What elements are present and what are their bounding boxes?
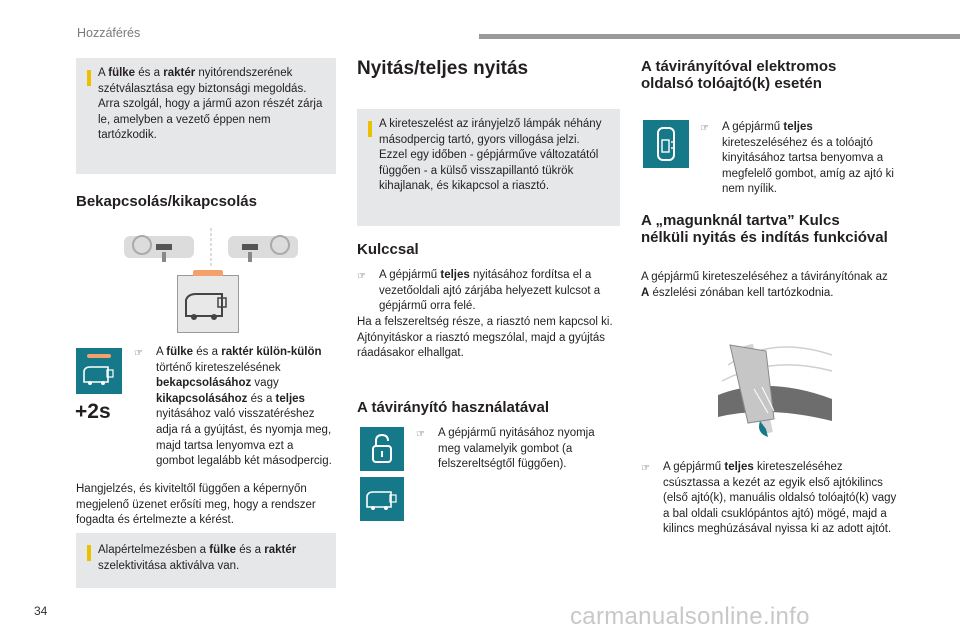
note-marker: [87, 545, 91, 561]
note-marker: [368, 121, 372, 137]
keyless-paragraph: A gépjármű kireteszeléséhez a távirányítónak az A észlelési zónában kell tartózkodnia.: [641, 271, 888, 299]
van-lock-icon: [182, 288, 234, 324]
key-bullet: ☞ A gépjármű teljes nyitásához fordítsa el a vezetőoldali ajtó zárjába helyezett kulcsot a gépjármű orra felé.: [357, 268, 620, 315]
note-box-default: [76, 533, 336, 588]
heading-activation: Bekapcsolás/kikapcsolás: [76, 193, 257, 210]
note-text: A fülke és a raktér nyitórendszerének szétválasztása egy biztonsági megoldás. Arra szolgál, hogy a jármű azon részét zárja le, amelyben a vezető éppen nem tartózkodik.: [98, 67, 323, 142]
heading-opening: Nyitás/teljes nyitás: [357, 58, 529, 79]
note-marker: [87, 70, 91, 86]
padlock-open-icon: [370, 433, 394, 465]
sliding-door-icon: [654, 126, 678, 162]
keyless-bullet: ☞ A gépjármű teljes kireteszeléséhez csúsztassa a kezét az egyik első ajtókilincs (első ajtó(k), manuális oldalsó tolóajtó(k) vagy a bal oldali csuklópántos ajtó) mögé, majd a kilincs meghúzásával nyissa ki az adott ajtót.: [641, 460, 901, 538]
van-icon: [81, 362, 117, 388]
activation-bullet: ☞ A fülke és a raktér külön-külön történő kireteszelésének bekapcsolásához vagy kikapcsolásához és a teljes nyitásához való visszatéréshez adja rá a gyújtást, és nyomja meg, majd tartsa lenyomva ezt a gombot legalább két másodpercig.: [134, 345, 334, 470]
heading-key: Kulccsal: [357, 241, 419, 258]
unlock-button-tile: [360, 427, 404, 471]
note-text: A kireteszelést az irányjelző lámpák néhány másodpercig tartó, gyors villogása jelzi. Ezzel egy időben - gépjárműve változatától függően - a külső visszapillantó tükrök kihajlanak, és kikapcsol a riasztó.: [379, 118, 602, 193]
cargo-button-illustration: [177, 275, 239, 333]
heading-keyless: A „magunknál tartva” Kulcs nélküli nyitás és indítás funkcióval: [641, 212, 888, 246]
note-box-selectivity: [76, 58, 336, 174]
van-icon: [364, 487, 400, 513]
bullet-mark: ☞: [700, 123, 709, 134]
header-bar: [479, 34, 960, 39]
selectivity-button-tile: [76, 348, 122, 394]
steering-wheel-illustration: [120, 226, 302, 268]
sliding-door-button-tile: [643, 120, 689, 168]
alarm-paragraph: Ha a felszereltség része, a riasztó nem kapcsol ki. Ajtónyitáskor a riasztó megszólal, majd a gyújtás ráadásakor elhallgat.: [357, 316, 613, 360]
note-text: Alapértelmezésben a fülke és a raktér szelektivitása aktiválva van.: [98, 544, 297, 572]
bullet-mark: ☞: [357, 271, 366, 282]
sliding-door-bullet: ☞ A gépjármű teljes kireteszeléséhez és a tolóajtó kinyitásához tartsa benyomva a megfelelő gombot, amíg az ajtó ki nem nyílik.: [700, 120, 900, 198]
bullet-mark: ☞: [641, 463, 650, 474]
page-number: 34: [34, 604, 48, 618]
bullet-mark: ☞: [416, 429, 425, 440]
note-box-indicators: [357, 109, 620, 226]
section-title: Hozzáférés: [77, 26, 141, 40]
heading-sliding-door: A távirányítóval elektromos oldalsó tolóajtó(k) esetén: [641, 58, 837, 92]
remote-bullet: ☞ A gépjármű nyitásához nyomja meg valamelyik gombot (a felszereltségtől függően).: [416, 426, 616, 473]
van-unlock-button-tile: [360, 477, 404, 521]
heading-remote: A távirányító használatával: [357, 399, 550, 416]
confirmation-paragraph: Hangjelzés, és kiviteltől függően a képernyőn megjelenő üzenet erősíti meg, hogy a rendszer fogadta és értelmezte a kérést.: [76, 483, 316, 527]
door-handle-illustration: [708, 325, 836, 443]
watermark: carmanualsonline.info: [570, 603, 810, 630]
plus-2s-icon: +2s: [75, 400, 111, 423]
bullet-mark: ☞: [134, 348, 143, 359]
